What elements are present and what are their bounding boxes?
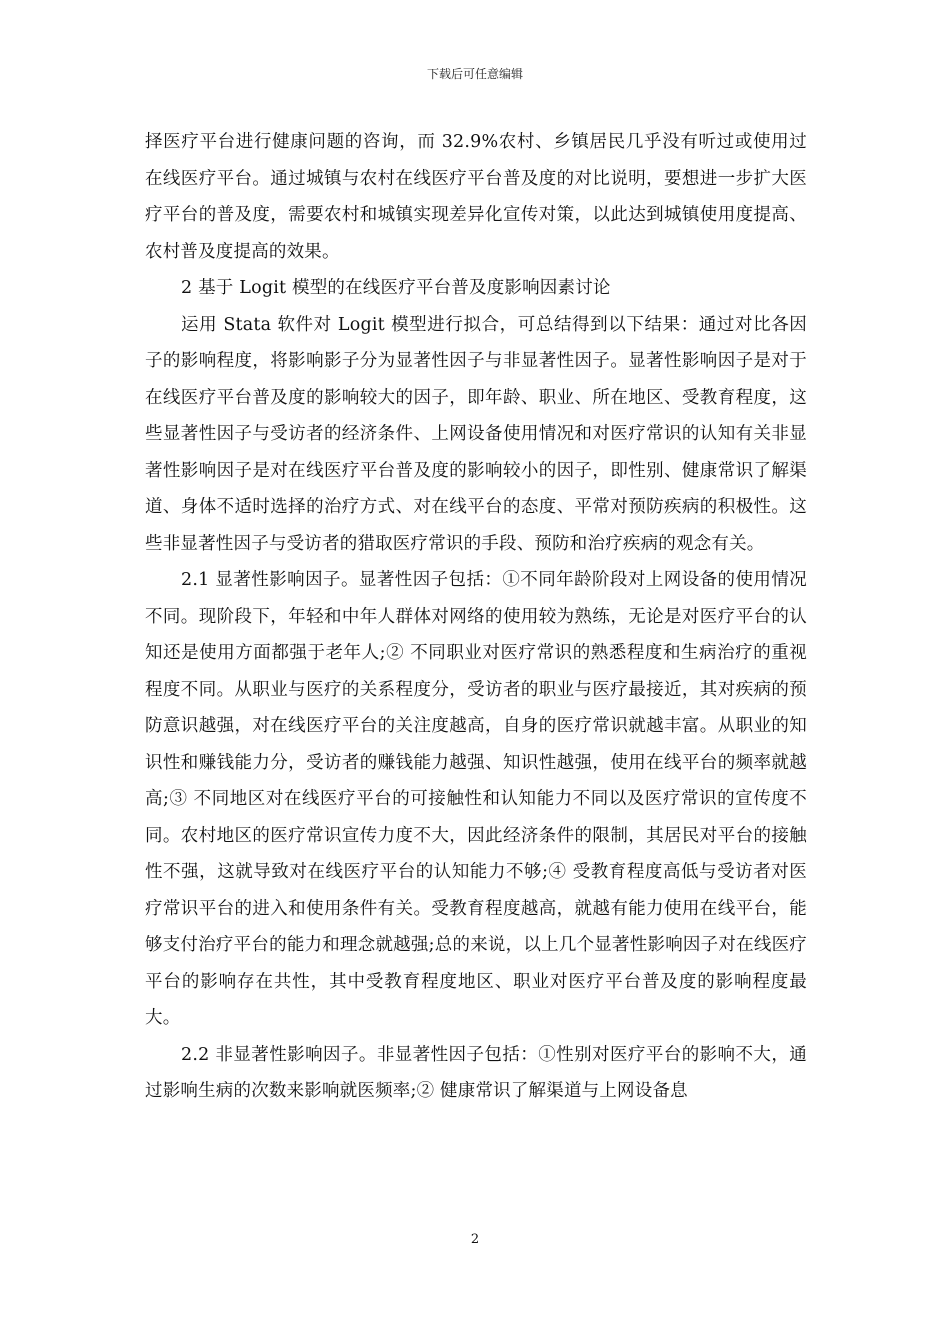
paragraph-logit-results: 运用 Stata 软件对 Logit 模型进行拟合，可总结得到以下结果：通过对比各因子的影响程度，将影响影子分为显著性因子与非显著性因子。显著性影响因子是对于在线医疗平台普及度的影响较大的因子，即年龄、职业、所在地区、受教育程度，这些显著性因子与受访者的经济条件、上网设备使用情况和对医疗常识的认知有关非显著性影响因子是对在线医疗平台普及度的影响较小的因子，即性别、健康常识了解渠道、身体不适时选择的治疗方式、对在线平台的态度、平常对预防疾病的积极性。这些非显著性因子与受访者的猎取医疗常识的手段、预防和治疗疾病的观念有关。: [145, 314, 807, 554]
page-number: 2: [470, 1232, 480, 1247]
paragraph-non-significant-factors: 2.2 非显著性影响因子。非显著性因子包括：①性别对医疗平台的影响不大，通过影响生病的次数来影响就医频率;② 健康常识了解渠道与上网设备息: [145, 1044, 807, 1101]
section-heading: 2 基于 Logit 模型的在线医疗平台普及度影响因素讨论: [181, 278, 611, 298]
paragraph-significant-factors: 2.1 显著性影响因子。显著性因子包括：①不同年龄阶段对上网设备的使用情况不同。现阶段下，年轻和中年人群体对网络的使用较为熟练，无论是对医疗平台的认知还是使用方面都强于老年人;② 不同职业对医疗常识的熟悉程度和生病治疗的重视程度不同。从职业与医疗的关系程度分，受访者的职业与医疗最接近，其对疾病的预防意识越强，对在线医疗平台的关注度越高，自身的医疗常识就越丰富。从职业的知识性和赚钱能力分，受访者的赚钱能力越强、知识性越强，使用在线平台的频率就越高;③ 不同地区对在线医疗平台的可接触性和认知能力不同以及医疗常识的宣传度不同。农村地区的医疗常识宣传力度不大，因此经济条件的限制，其居民对平台的接触性不强，这就导致对在线医疗平台的认知能力不够;④ 受教育程度高低与受访者对医疗常识平台的进入和使用条件有关。受教育程度越高，就越有能力使用在线平台，能够支付治疗平台的能力和理念就越强;总的来说，以上几个显著性影响因子对在线医疗平台的影响存在共性，其中受教育程度地区、职业对医疗平台普及度的影响程度最大。: [145, 570, 807, 1028]
page-header: 下载后可任意编辑: [426, 67, 523, 81]
document-body: [145, 124, 807, 1110]
paragraph-continuation: 择医疗平台进行健康问题的咨询，而 32.9%农村、乡镇居民几乎没有听过或使用过在线医疗平台。通过城镇与农村在线医疗平台普及度的对比说明，要想进一步扩大医疗平台的普及度，需要农村和城镇实现差异化宣传对策，以此达到城镇使用度提高、农村普及度提高的效果。: [145, 132, 807, 262]
